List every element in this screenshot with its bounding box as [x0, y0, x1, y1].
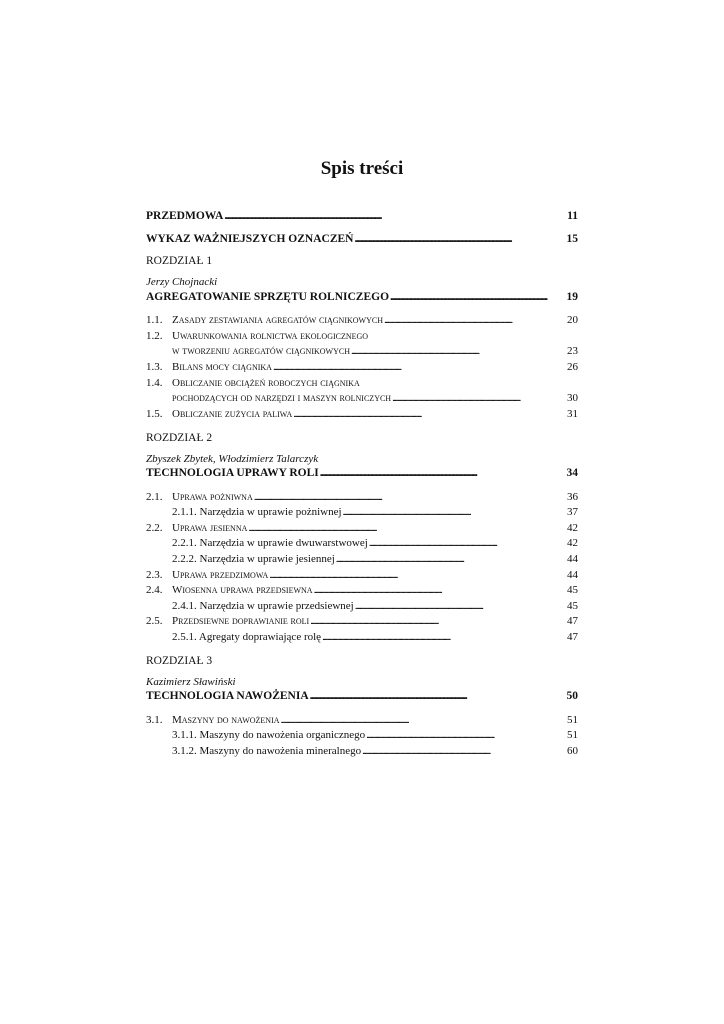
chapter-title-entry[interactable] — [146, 466, 578, 480]
toc-entry[interactable]: 1.4. Obliczanie obciążeń roboczych ciągnika — [146, 377, 360, 389]
table-of-contents — [146, 0, 578, 1024]
toc-subentry[interactable] — [146, 728, 578, 742]
toc-entry[interactable]: 1.5. Obliczanie zużycia paliwa . . . 31 — [146, 407, 578, 421]
toc-entry-label: Uwarunkowania rolnictwa ekologicznego — [172, 330, 369, 342]
toc-page-number: 50 — [566, 690, 578, 702]
toc-entry-label: 3.1.1. Maszyny do nawożenia organicznego — [172, 729, 366, 741]
toc-entry-label: TECHNOLOGIA UPRAWY ROLI — [146, 467, 319, 479]
chapter-heading: ROZDZIAŁ 3 — [146, 655, 213, 667]
toc-subentry[interactable] — [146, 744, 578, 758]
toc-page-number: 47 — [567, 615, 578, 627]
toc-entry-label: Wiosenna uprawa przedsiewna — [172, 584, 313, 596]
toc-entry-label: Uprawa przedzimowa — [172, 569, 269, 581]
toc-entry[interactable]: 1.2. Uwarunkowania rolnictwa ekologicznego — [146, 330, 369, 342]
toc-entry[interactable]: 2.2. Uprawa jesienna . . . 42 — [146, 521, 578, 535]
toc-entry[interactable]: 2.3. Uprawa przedzimowa . . . 44 — [146, 568, 578, 582]
chapter-heading: ROZDZIAŁ 2 — [146, 432, 213, 444]
toc-entry-label: Uprawa jesienna — [172, 522, 248, 534]
toc-page-number: 47 — [567, 631, 578, 643]
toc-subentry[interactable] — [146, 505, 578, 519]
toc-page-number: 51 — [567, 714, 578, 726]
toc-entry-label: 3.1.2. Maszyny do nawożenia mineralnego — [172, 745, 362, 757]
toc-entry[interactable]: 1.3. Bilans mocy ciągnika . . . 26 — [146, 360, 578, 374]
chapter-author: Jerzy Chojnacki — [146, 276, 218, 288]
toc-entry-label: WYKAZ WAŻNIEJSZYCH OZNACZEŃ — [146, 233, 354, 245]
toc-page-number: 45 — [567, 600, 578, 612]
toc-page-number: 42 — [567, 522, 578, 534]
toc-entry-label: 2.1.1. Narzędzia w uprawie pożniwnej — [172, 506, 342, 518]
toc-page-number: 34 — [566, 467, 578, 479]
toc-page-number: 31 — [567, 408, 578, 420]
toc-page-number: 36 — [567, 491, 578, 503]
toc-page-number: 19 — [566, 291, 578, 303]
toc-entry-label: Obliczanie zużycia paliwa — [172, 408, 293, 420]
toc-entry-continuation[interactable] — [146, 344, 578, 358]
toc-entry-label: Przedsiewne doprawianie roli — [172, 615, 310, 627]
toc-entry-label: Zasady zestawiania agregatów ciągnikowych — [172, 314, 383, 326]
toc-subentry[interactable] — [146, 599, 578, 613]
page-title: Spis treści — [320, 158, 404, 179]
toc-page-number: 60 — [567, 745, 578, 757]
toc-entry-label: pochodzących od narzędzi i maszyn rolniczych — [172, 392, 392, 404]
chapter-title-entry[interactable] — [146, 290, 578, 304]
toc-page-number: 44 — [567, 569, 578, 581]
toc-entry-label: 2.4.1. Narzędzia w uprawie przedsiewnej — [172, 600, 354, 612]
toc-entry[interactable]: 2.5. Przedsiewne doprawianie roli . . . 47 — [146, 614, 578, 628]
toc-entry-continuation[interactable] — [146, 391, 578, 405]
toc-entry[interactable]: 2.4. Wiosenna uprawa przedsiewna . . . 45 — [146, 583, 578, 597]
toc-entry[interactable]: 2.1. Uprawa pożniwna . . . 36 — [146, 490, 578, 504]
toc-entry-label: 2.5.1. Agregaty doprawiające rolę — [172, 631, 322, 643]
chapter-title-entry[interactable] — [146, 689, 578, 703]
toc-entry-preface[interactable] — [146, 209, 578, 223]
toc-subentry[interactable] — [146, 630, 578, 644]
toc-entry-symbols[interactable] — [146, 232, 578, 246]
toc-page-number: 44 — [567, 553, 578, 565]
toc-entry-label: Bilans mocy ciągnika — [172, 361, 272, 373]
toc-page-number: 15 — [566, 233, 578, 245]
toc-entry-label: w tworzeniu agregatów ciągnikowych — [172, 345, 350, 357]
toc-page-number: 45 — [567, 584, 578, 596]
toc-entry-label: TECHNOLOGIA NAWOŻENIA — [146, 690, 309, 702]
toc-page-number: 23 — [567, 345, 578, 357]
toc-subentry[interactable] — [146, 536, 578, 550]
toc-page-number: 42 — [567, 537, 578, 549]
chapter-author: Zbyszek Zbytek, Włodzimierz Talarczyk — [146, 453, 319, 465]
toc-entry-label: Uprawa pożniwna — [172, 491, 253, 503]
toc-subentry[interactable] — [146, 552, 578, 566]
toc-entry-label: 2.2.1. Narzędzia w uprawie dwuwarstwowej — [172, 537, 368, 549]
toc-page-number: 26 — [567, 361, 578, 373]
toc-page-number: 20 — [567, 314, 578, 326]
toc-page-number: 37 — [567, 506, 578, 518]
toc-page-number: 30 — [567, 392, 578, 404]
toc-entry-label: AGREGATOWANIE SPRZĘTU ROLNICZEGO — [146, 291, 390, 303]
toc-entry-label: PRZEDMOWA — [146, 210, 224, 222]
toc-entry-label: Maszyny do nawożenia — [172, 714, 280, 726]
toc-entry-label: Obliczanie obciążeń roboczych ciągnika — [172, 377, 360, 389]
chapter-author: Kazimierz Sławiński — [146, 676, 236, 688]
toc-entry-label: 2.2.2. Narzędzia w uprawie jesiennej — [172, 553, 335, 565]
toc-entry[interactable]: 1.1. Zasady zestawiania agregatów ciągnikowych . . . 20 — [146, 313, 578, 327]
toc-entry[interactable]: 3.1. Maszyny do nawożenia . . . 51 — [146, 713, 578, 727]
toc-page-number: 51 — [567, 729, 578, 741]
chapter-heading: ROZDZIAŁ 1 — [146, 255, 213, 267]
toc-page-number: 11 — [567, 210, 578, 222]
